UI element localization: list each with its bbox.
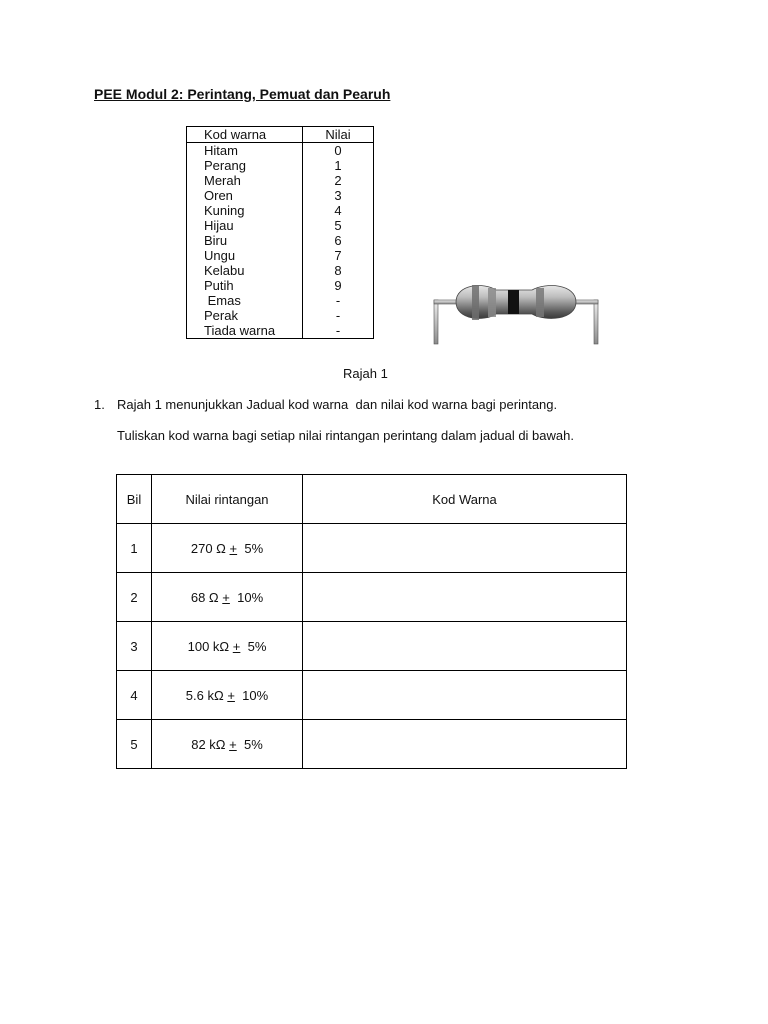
color-code-answer-cell[interactable]	[303, 573, 627, 622]
row-resistance-value	[152, 720, 303, 769]
resistor-lead-right-horizontal	[574, 300, 598, 304]
plus-minus-sign: +	[222, 589, 230, 605]
row-bil: 1	[117, 524, 152, 573]
answer-row	[117, 573, 627, 622]
resistor-band-1	[472, 285, 479, 320]
color-name: Perang	[187, 158, 303, 173]
color-name: Oren	[187, 188, 303, 203]
tolerance: 10%	[242, 687, 269, 703]
color-name: Emas	[187, 293, 303, 308]
header-kod-warna: Kod Warna	[303, 475, 627, 524]
color-value: 7	[303, 248, 374, 263]
color-value: 6	[303, 233, 374, 248]
color-code-row	[187, 323, 374, 339]
color-name: Kelabu	[187, 263, 303, 278]
color-name: Tiada warna	[187, 323, 303, 339]
color-value: 4	[303, 203, 374, 218]
header-bil: Bil	[117, 475, 152, 524]
question-text: Rajah 1 menunjukkan Jadual kod warna dan nilai kod warna bagi perintang.	[117, 397, 558, 412]
resistor-band-4	[536, 288, 544, 317]
color-value: 2	[303, 173, 374, 188]
resistor-lead-right	[594, 300, 598, 344]
header-nilai: Nilai	[303, 127, 374, 143]
plus-minus-sign: +	[229, 540, 238, 556]
color-value: 1	[303, 158, 374, 173]
resistance-value: 82 kΩ	[191, 736, 226, 752]
row-bil: 2	[117, 573, 152, 622]
color-code-row	[187, 248, 374, 263]
color-code-table	[186, 126, 374, 339]
figure-caption: Rajah 1	[343, 366, 388, 381]
answer-row	[117, 720, 627, 769]
tolerance: 5%	[244, 540, 264, 556]
resistor-illustration	[432, 276, 600, 346]
color-code-answer-cell[interactable]	[303, 720, 627, 769]
color-code-row	[187, 143, 374, 159]
header-kod-warna: Kod warna	[187, 127, 303, 143]
color-code-row	[187, 203, 374, 218]
row-resistance-value	[152, 573, 303, 622]
row-bil: 5	[117, 720, 152, 769]
row-resistance-value	[152, 524, 303, 573]
page-title: PEE Modul 2: Perintang, Pemuat dan Pearuh	[94, 86, 391, 102]
resistance-value: 100 kΩ	[187, 638, 230, 654]
resistor-lead-left	[434, 300, 438, 344]
plus-minus-sign: +	[227, 687, 235, 703]
resistance-value: 5.6 kΩ	[185, 687, 224, 703]
answer-header-row	[117, 475, 627, 524]
color-value: -	[303, 323, 374, 339]
color-value: -	[303, 308, 374, 323]
color-name: Perak	[187, 308, 303, 323]
row-bil: 3	[117, 622, 152, 671]
color-name: Putih	[187, 278, 303, 293]
color-value: 0	[303, 143, 374, 159]
answer-row	[117, 622, 627, 671]
color-code-row	[187, 293, 374, 308]
row-resistance-value	[152, 671, 303, 720]
color-code-row	[187, 158, 374, 173]
row-bil: 4	[117, 671, 152, 720]
tolerance: 5%	[243, 736, 263, 752]
answer-row	[117, 671, 627, 720]
tolerance: 5%	[247, 638, 267, 654]
color-code-row	[187, 218, 374, 233]
color-value: -	[303, 293, 374, 308]
color-name: Ungu	[187, 248, 303, 263]
question-number: 1.	[94, 397, 105, 412]
color-code-row	[187, 278, 374, 293]
color-value: 9	[303, 278, 374, 293]
color-name: Hijau	[187, 218, 303, 233]
color-code-row	[187, 188, 374, 203]
resistance-value: 270 Ω	[190, 540, 226, 556]
color-name: Kuning	[187, 203, 303, 218]
answer-row	[117, 524, 627, 573]
color-name: Hitam	[187, 143, 303, 159]
header-nilai-rintangan: Nilai rintangan	[152, 475, 303, 524]
resistance-value: 68 Ω	[190, 589, 219, 605]
question-instruction: Tuliskan kod warna bagi setiap nilai rintangan perintang dalam jadual di bawah.	[117, 428, 574, 443]
tolerance: 10%	[237, 589, 264, 605]
resistor-lead-left-horizontal	[434, 300, 458, 304]
row-resistance-value	[152, 622, 303, 671]
color-code-answer-cell[interactable]	[303, 671, 627, 720]
resistor-band-3	[508, 290, 519, 314]
color-value: 5	[303, 218, 374, 233]
plus-minus-sign: +	[229, 736, 237, 752]
color-code-header-row	[187, 127, 374, 143]
color-value: 8	[303, 263, 374, 278]
resistor-band-2	[488, 288, 496, 317]
color-code-row	[187, 233, 374, 248]
color-code-answer-cell[interactable]	[303, 622, 627, 671]
color-code-row	[187, 263, 374, 278]
color-code-row	[187, 173, 374, 188]
answer-table	[116, 474, 627, 769]
color-code-row	[187, 308, 374, 323]
color-name: Merah	[187, 173, 303, 188]
color-value: 3	[303, 188, 374, 203]
color-name: Biru	[187, 233, 303, 248]
plus-minus-sign: +	[232, 638, 241, 654]
color-code-answer-cell[interactable]	[303, 524, 627, 573]
